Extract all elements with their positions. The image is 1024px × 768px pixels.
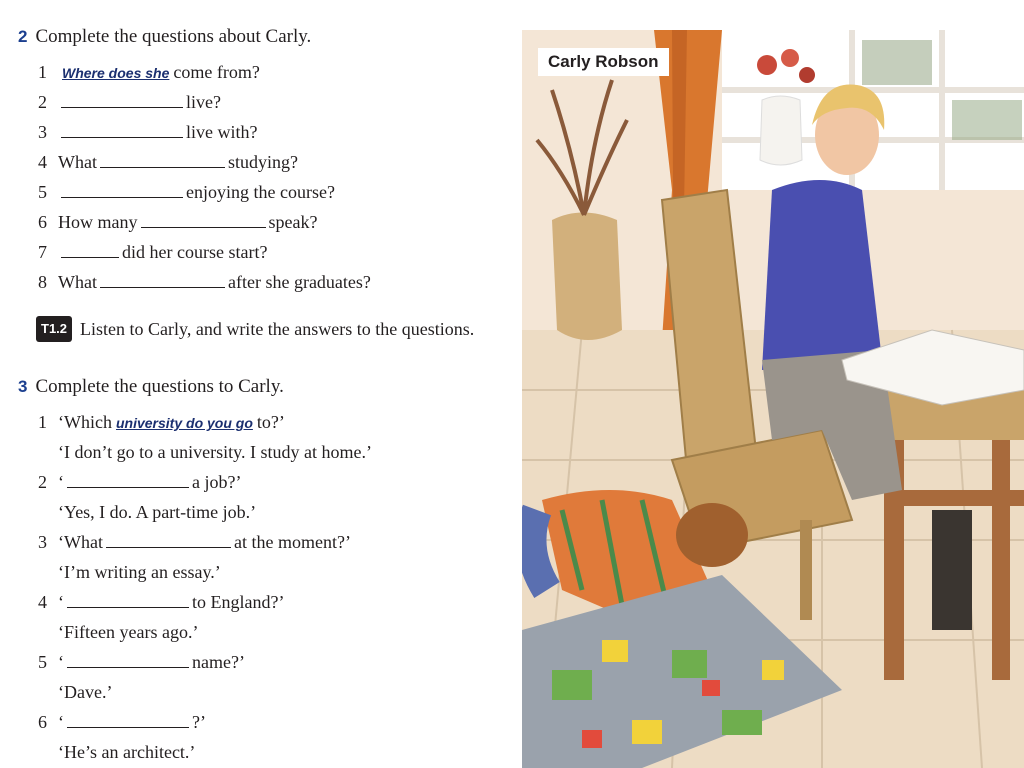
table-rail (884, 490, 1024, 506)
exercise-3-number: 3 (18, 377, 28, 396)
boy-jeans (531, 510, 547, 590)
listening-instruction: T1.2 Listen to Carly, and write the answers to the questions. (36, 316, 506, 342)
question-3-4: 4 ‘ to England?’ (38, 592, 285, 612)
garden-view (952, 100, 1022, 140)
question-2-2: 2 live? (38, 92, 221, 112)
answer-3-1: ‘I don’t go to a university. I study at home.’ (58, 442, 372, 462)
answer-blank[interactable] (67, 713, 189, 728)
answer-blank[interactable] (61, 243, 119, 258)
answer-3-5: ‘Dave.’ (58, 682, 113, 702)
answer-3-2: ‘Yes, I do. A part-time job.’ (58, 502, 257, 522)
wicker-vase (552, 213, 622, 341)
flower (757, 55, 777, 75)
flower (781, 49, 799, 67)
question-2-7: 7 did her course start? (38, 242, 268, 262)
exercise-2-title (18, 26, 311, 48)
exercise-2-instruction: Complete the questions about Carly. (35, 26, 312, 47)
question-3-2: 2 ‘ a job?’ (38, 472, 242, 492)
photo-caption: Carly Robson (538, 48, 669, 76)
audio-track-badge: T1.2 (36, 316, 72, 342)
question-3-1: 1 ‘Which university do you go to?’ (38, 412, 285, 432)
answer-blank[interactable] (61, 123, 183, 138)
flower (799, 67, 815, 83)
answer-3-3: ‘I’m writing an essay.’ (58, 562, 221, 582)
answer-blank[interactable] (106, 533, 231, 548)
exercise-3-instruction: Complete the questions to Carly. (35, 376, 284, 397)
answer-3-6: ‘He’s an architect.’ (58, 742, 196, 762)
photo-illustration (522, 30, 1024, 768)
answer-blank[interactable] (67, 473, 189, 488)
question-2-3: 3 live with? (38, 122, 258, 142)
answer-blank[interactable] (61, 93, 183, 108)
question-3-6: 6 ‘ ?’ (38, 712, 206, 732)
question-3-5: 5 ‘ name?’ (38, 652, 245, 672)
question-2-6: 6 How many speak? (38, 212, 318, 232)
garden-view (862, 40, 932, 85)
question-2-8: 8 What after she graduates? (38, 272, 371, 292)
answer-3-4: ‘Fifteen years ago.’ (58, 622, 199, 642)
answer-blank[interactable] (141, 213, 266, 228)
question-2-4: 4 What studying? (38, 152, 298, 172)
answer-blank[interactable] (61, 183, 183, 198)
filled-answer: university do you go (115, 415, 253, 431)
exercise-3-title (18, 376, 284, 398)
white-vase (760, 96, 802, 165)
woman-boots (932, 510, 972, 630)
filled-answer: Where does she (62, 65, 170, 81)
answer-blank[interactable] (67, 653, 189, 668)
boy-hair (676, 503, 748, 567)
question-2-1: 1 Where does she come from? (38, 62, 260, 82)
question-2-5: 5 enjoying the course? (38, 182, 335, 202)
exercise-2-number: 2 (18, 27, 28, 46)
chair-leg (800, 520, 812, 620)
table-leg (992, 440, 1010, 680)
answer-blank[interactable] (100, 273, 225, 288)
woman-sweater (762, 180, 882, 370)
answer-blank[interactable] (67, 593, 189, 608)
answer-blank[interactable] (100, 153, 225, 168)
question-3-3: 3 ‘What at the moment?’ (38, 532, 351, 552)
carly-photo (522, 30, 1024, 768)
